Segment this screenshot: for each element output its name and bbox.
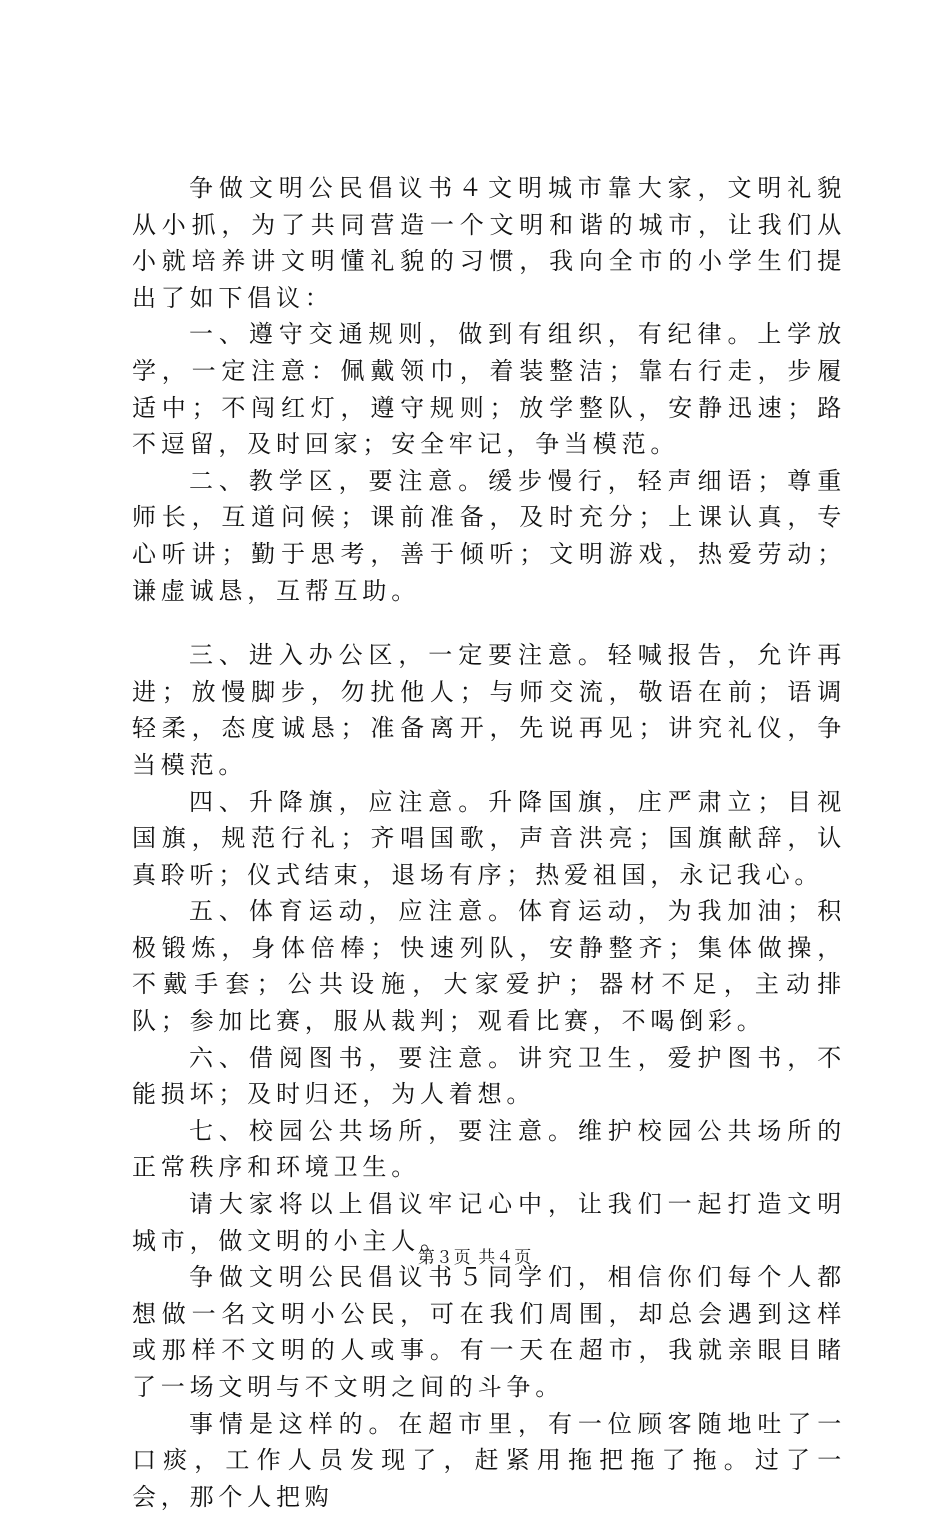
page-number-footer: 第３页 共４页 bbox=[417, 1248, 533, 1268]
paragraph-essay-5-story: 事情是这样的。在超市里，有一位顾客随地吐了一口痰，工作人员发现了，赶紧用拖把拖了拖。过了一会，那个人把购 bbox=[132, 1409, 846, 1511]
paragraph-closing: 请大家将以上倡议牢记心中，让我们一起打造文明城市，做文明的小主人。 bbox=[132, 1190, 846, 1255]
paragraph-item-1: 一、遵守交通规则，做到有组织，有纪律。上学放学，一定注意：佩戴领巾，着装整洁；靠右行走，步履适中；不闯红灯，遵守规则；放学整队，安静迅速；路不逗留，及时回家；安全牢记，争当模范。 bbox=[132, 320, 846, 459]
paragraph-essay-5-intro: 争做文明公民倡议书５同学们，相信你们每个人都想做一名文明小公民，可在我们周围，却总会遇到这样或那样不文明的人或事。有一天在超市，我就亲眼目睹了一场文明与不文明之间的斗争。 bbox=[132, 1263, 846, 1401]
paragraph-item-4: 四、升降旗，应注意。升降国旗，庄严肃立；目视国旗，规范行礼；齐唱国歌，声音洪亮；国旗献辞，认真聆听；仪式结束，退场有序；热爱祖国，永记我心。 bbox=[132, 787, 846, 889]
paragraph-item-3: 三、进入办公区，一定要注意。轻喊报告，允许再进；放慢脚步，勿扰他人；与师交流，敬语在前；语调轻柔，态度诚恳；准备离开，先说再见；讲究礼仪，争当模范。 bbox=[132, 641, 846, 779]
paragraph-intro: 争做文明公民倡议书４文明城市靠大家，文明礼貌从小抓，为了共同营造一个文明和谐的城市，让我们从小就培养讲文明懂礼貌的习惯，我向全市的小学生们提出了如下倡议： bbox=[132, 174, 846, 312]
paragraph-item-5: 五、体育运动，应注意。体育运动，为我加油；积极锻炼，身体倍棒；快速列队，安静整齐；集体做操，不戴手套；公共设施，大家爱护；器材不足，主动排队；参加比赛，服从裁判；观看比赛，不喝倒彩。 bbox=[132, 897, 846, 1036]
paragraph-item-6: 六、借阅图书，要注意。讲究卫生，爱护图书，不能损坏；及时归还，为人着想。 bbox=[132, 1043, 846, 1109]
document-body bbox=[132, 170, 846, 1515]
paragraph-item-2: 二、教学区，要注意。缓步慢行，轻声细语；尊重师长，互道问候；课前准备，及时充分；上课认真，专心听讲；勤于思考，善于倾听；文明游戏，热爱劳动；谦虚诚恳，互帮互助。 bbox=[132, 466, 846, 605]
paragraph-item-7: 七、校园公共场所，要注意。维护校园公共场所的正常秩序和环境卫生。 bbox=[132, 1116, 846, 1182]
